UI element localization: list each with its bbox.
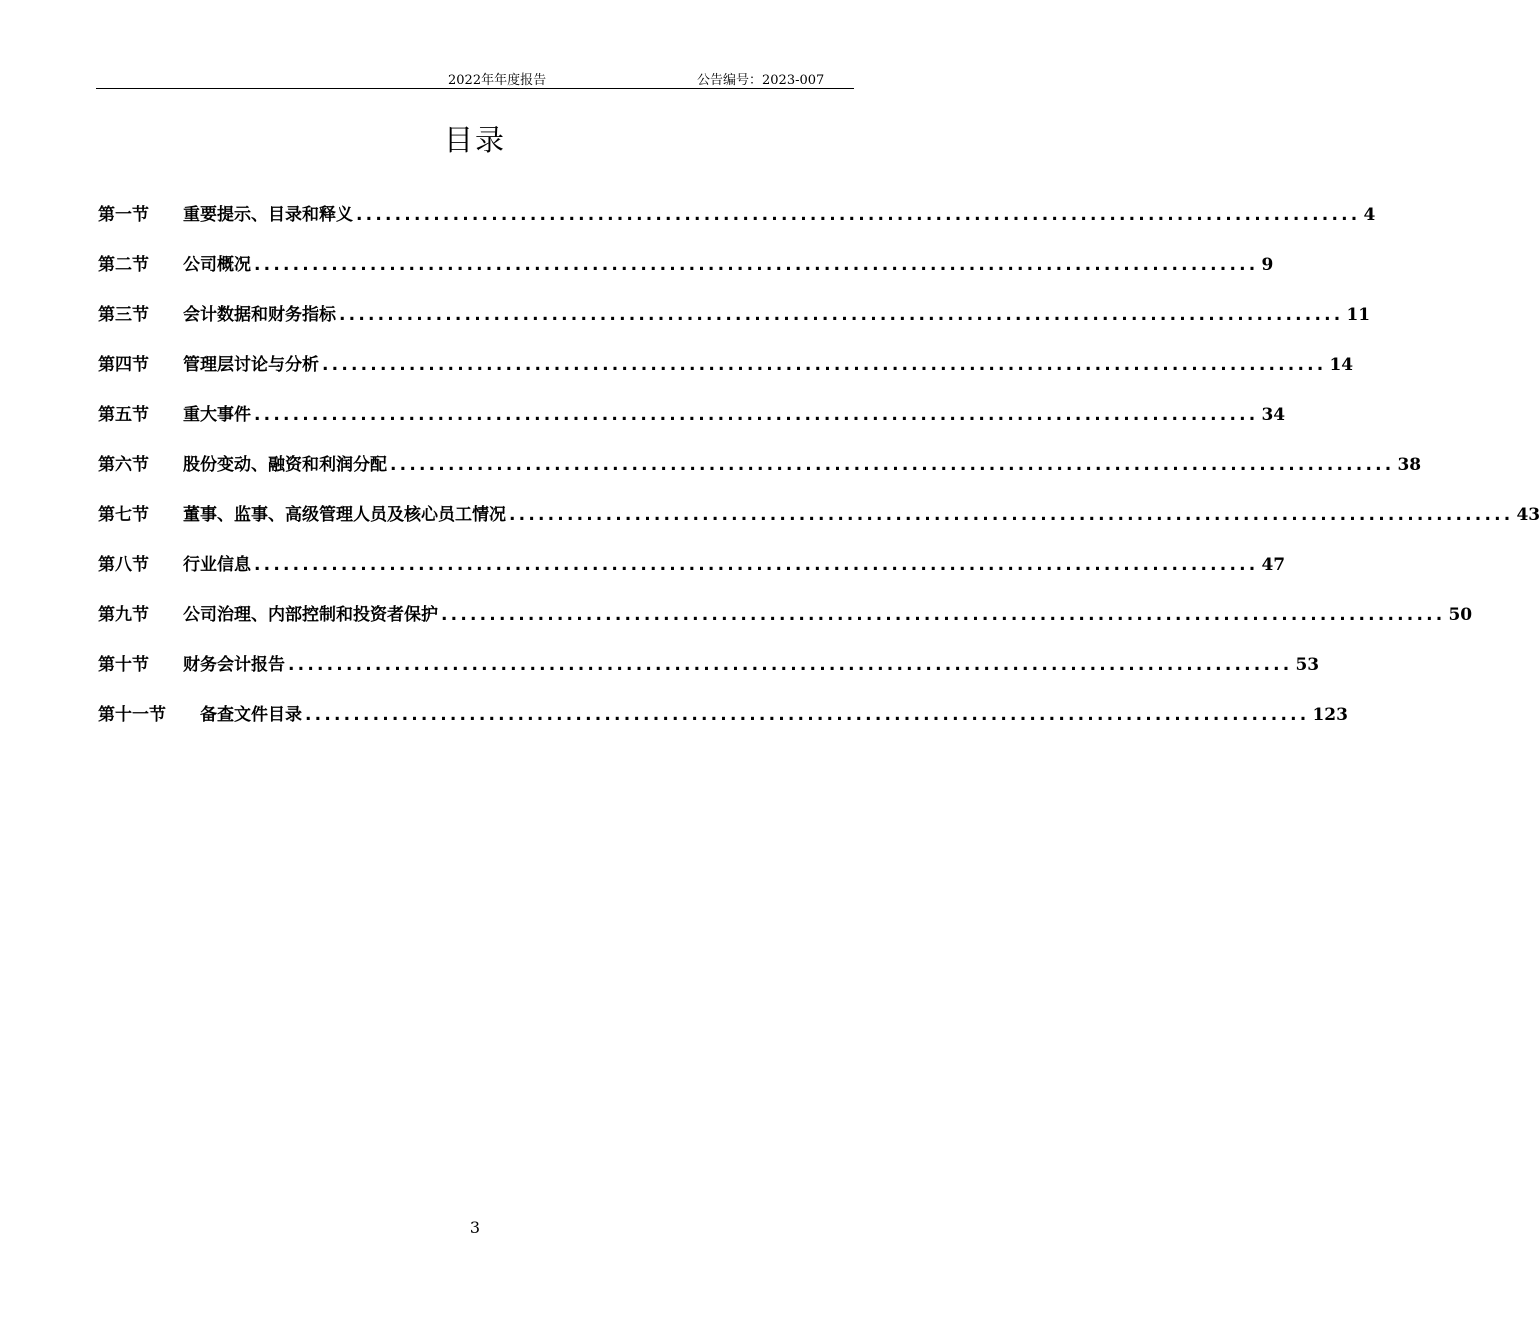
toc-entry-title: 管理层讨论与分析 [183, 355, 319, 375]
toc-entry-title: 股份变动、融资和利润分配 [183, 455, 387, 475]
toc-section-label: 第五节 [98, 405, 149, 425]
toc-page-number: 11 [1346, 305, 1371, 325]
toc-leader-dots: ........................................................................................................ [356, 205, 1361, 225]
toc-page-number: 43 [1516, 505, 1540, 525]
report-title: 2022年年度报告 [448, 73, 547, 88]
toc-section-label: 第十节 [98, 655, 149, 675]
toc-section-label: 第十一节 [98, 705, 166, 725]
toc-entry-title: 董事、监事、高级管理人员及核心员工情况 [183, 505, 506, 525]
toc-page-number: 14 [1329, 355, 1354, 375]
toc-page-number: 53 [1295, 655, 1320, 675]
toc-leader-dots: ........................................................................................................ [441, 605, 1446, 625]
toc-page-number: 50 [1448, 605, 1473, 625]
toc-entry-title: 会计数据和财务指标 [183, 305, 336, 325]
toc-leader-dots: ........................................................................................................ [254, 555, 1259, 575]
toc-entry[interactable] [98, 350, 1354, 400]
toc-entry-title: 重大事件 [183, 405, 251, 425]
toc-leader-dots: ........................................................................................................ [322, 355, 1327, 375]
toc-leader-dots: ........................................................................................................ [390, 455, 1395, 475]
toc-section-label: 第三节 [98, 305, 149, 325]
toc-leader-dots: ........................................................................................................ [339, 305, 1344, 325]
toc-entry[interactable] [98, 300, 1371, 350]
toc-section-label: 第四节 [98, 355, 149, 375]
toc-page-number: 34 [1261, 405, 1286, 425]
toc-entry[interactable] [98, 250, 1274, 300]
page-header [96, 64, 854, 89]
toc-section-label: 第七节 [98, 505, 149, 525]
toc-entry[interactable] [98, 600, 1473, 650]
toc-section-label: 第二节 [98, 255, 149, 275]
toc-section-label: 第一节 [98, 205, 149, 225]
toc-entry[interactable] [98, 500, 1540, 550]
toc-entry-title: 重要提示、目录和释义 [183, 205, 353, 225]
toc-page-number: 47 [1261, 555, 1286, 575]
page-title: 目录 [443, 123, 506, 157]
table-of-contents [98, 200, 1540, 750]
toc-page-number: 4 [1363, 205, 1376, 225]
toc-entry-title: 备查文件目录 [200, 705, 302, 725]
toc-leader-dots: ........................................................................................................ [288, 655, 1293, 675]
toc-page-number: 9 [1261, 255, 1274, 275]
toc-leader-dots: ........................................................................................................ [254, 405, 1259, 425]
announcement-code: 公告编号：2023-007 [697, 73, 825, 88]
toc-entry-title: 财务会计报告 [183, 655, 285, 675]
toc-entry-title: 公司概况 [183, 255, 251, 275]
toc-leader-dots: ........................................................................................................ [305, 705, 1310, 725]
toc-leader-dots: ........................................................................................................ [254, 255, 1259, 275]
toc-entry[interactable] [98, 400, 1286, 450]
toc-section-label: 第六节 [98, 455, 149, 475]
footer-page-number: 3 [469, 1218, 481, 1237]
toc-entry[interactable] [98, 700, 1348, 750]
toc-page-number: 123 [1312, 705, 1348, 725]
toc-section-label: 第八节 [98, 555, 149, 575]
toc-entry[interactable] [98, 450, 1422, 500]
toc-section-label: 第九节 [98, 605, 149, 625]
toc-entry-title: 行业信息 [183, 555, 251, 575]
toc-entry[interactable] [98, 550, 1286, 600]
toc-entry[interactable] [98, 200, 1376, 250]
toc-entry-title: 公司治理、内部控制和投资者保护 [183, 605, 438, 625]
toc-entry[interactable] [98, 650, 1320, 700]
toc-leader-dots: ........................................................................................................ [509, 505, 1514, 525]
toc-page-number: 38 [1397, 455, 1422, 475]
